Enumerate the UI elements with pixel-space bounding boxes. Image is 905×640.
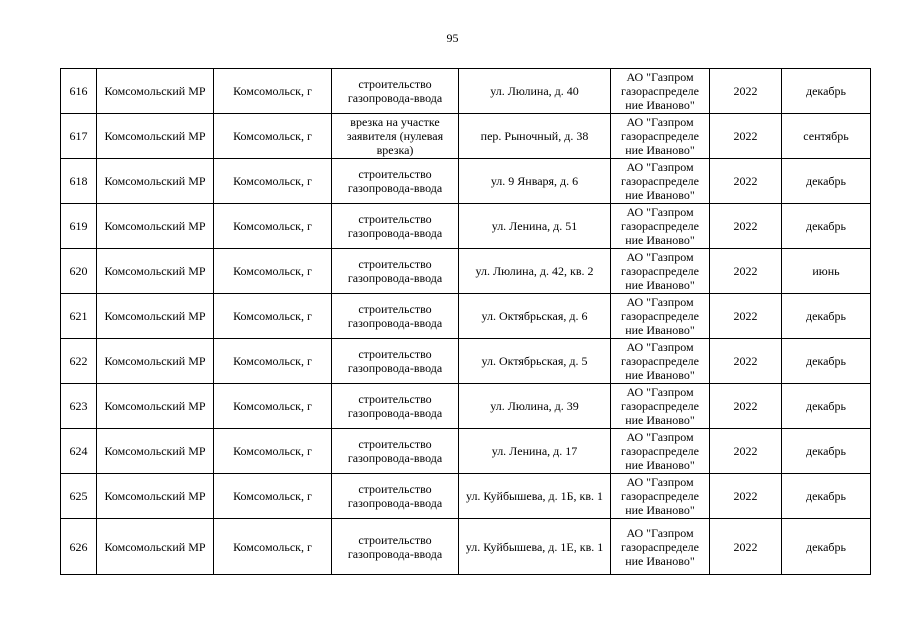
work-type-cell: строительство газопровода-ввода [332, 474, 459, 519]
organization-cell: АО "Газпром газораспределе ние Иваново" [611, 429, 710, 474]
address-cell: пер. Рыночный, д. 38 [459, 114, 611, 159]
year-cell: 2022 [710, 474, 782, 519]
district-cell: Комсомольский МР [97, 384, 214, 429]
year-cell: 2022 [710, 384, 782, 429]
table-body [61, 69, 871, 575]
year-cell: 2022 [710, 204, 782, 249]
city-cell: Комсомольск, г [214, 294, 332, 339]
row-number-cell: 617 [61, 114, 97, 159]
table-row [61, 474, 871, 519]
table-row [61, 339, 871, 384]
address-cell: ул. Люлина, д. 39 [459, 384, 611, 429]
organization-cell: АО "Газпром газораспределе ние Иваново" [611, 204, 710, 249]
table-row [61, 69, 871, 114]
year-cell: 2022 [710, 114, 782, 159]
row-number-cell: 620 [61, 249, 97, 294]
address-cell: ул. Люлина, д. 42, кв. 2 [459, 249, 611, 294]
row-number-cell: 626 [61, 519, 97, 575]
work-type-cell: строительство газопровода-ввода [332, 429, 459, 474]
organization-cell: АО "Газпром газораспределе ние Иваново" [611, 474, 710, 519]
address-cell: ул. Люлина, д. 40 [459, 69, 611, 114]
organization-cell: АО "Газпром газораспределе ние Иваново" [611, 69, 710, 114]
row-number-cell: 621 [61, 294, 97, 339]
city-cell: Комсомольск, г [214, 69, 332, 114]
city-cell: Комсомольск, г [214, 339, 332, 384]
month-cell: декабрь [782, 384, 871, 429]
row-number-cell: 623 [61, 384, 97, 429]
row-number-cell: 624 [61, 429, 97, 474]
district-cell: Комсомольский МР [97, 339, 214, 384]
city-cell: Комсомольск, г [214, 249, 332, 294]
work-type-cell: строительство газопровода-ввода [332, 294, 459, 339]
row-number-cell: 619 [61, 204, 97, 249]
month-cell: июнь [782, 249, 871, 294]
year-cell: 2022 [710, 69, 782, 114]
district-cell: Комсомольский МР [97, 519, 214, 575]
month-cell: декабрь [782, 204, 871, 249]
page-number: 95 [446, 31, 459, 45]
table-row [61, 204, 871, 249]
district-cell: Комсомольский МР [97, 114, 214, 159]
year-cell: 2022 [710, 159, 782, 204]
table-row [61, 114, 871, 159]
work-type-cell: строительство газопровода-ввода [332, 384, 459, 429]
work-type-cell: врезка на участке заявителя (нулевая врезка) [332, 114, 459, 159]
month-cell: декабрь [782, 339, 871, 384]
city-cell: Комсомольск, г [214, 159, 332, 204]
address-cell: ул. Куйбышева, д. 1Б, кв. 1 [459, 474, 611, 519]
data-table [60, 68, 871, 575]
district-cell: Комсомольский МР [97, 204, 214, 249]
table-row [61, 519, 871, 575]
district-cell: Комсомольский МР [97, 474, 214, 519]
address-cell: ул. Ленина, д. 17 [459, 429, 611, 474]
city-cell: Комсомольск, г [214, 204, 332, 249]
work-type-cell: строительство газопровода-ввода [332, 69, 459, 114]
table-row [61, 249, 871, 294]
year-cell: 2022 [710, 294, 782, 339]
address-cell: ул. Ленина, д. 51 [459, 204, 611, 249]
district-cell: Комсомольский МР [97, 69, 214, 114]
city-cell: Комсомольск, г [214, 474, 332, 519]
organization-cell: АО "Газпром газораспределе ние Иваново" [611, 519, 710, 575]
organization-cell: АО "Газпром газораспределе ние Иваново" [611, 114, 710, 159]
month-cell: декабрь [782, 159, 871, 204]
table-row [61, 159, 871, 204]
work-type-cell: строительство газопровода-ввода [332, 159, 459, 204]
organization-cell: АО "Газпром газораспределе ние Иваново" [611, 339, 710, 384]
month-cell: декабрь [782, 429, 871, 474]
month-cell: декабрь [782, 519, 871, 575]
row-number-cell: 618 [61, 159, 97, 204]
organization-cell: АО "Газпром газораспределе ние Иваново" [611, 159, 710, 204]
month-cell: сентябрь [782, 114, 871, 159]
month-cell: декабрь [782, 474, 871, 519]
row-number-cell: 616 [61, 69, 97, 114]
organization-cell: АО "Газпром газораспределе ние Иваново" [611, 249, 710, 294]
address-cell: ул. Октябрьская, д. 6 [459, 294, 611, 339]
organization-cell: АО "Газпром газораспределе ние Иваново" [611, 294, 710, 339]
year-cell: 2022 [710, 249, 782, 294]
city-cell: Комсомольск, г [214, 114, 332, 159]
city-cell: Комсомольск, г [214, 384, 332, 429]
year-cell: 2022 [710, 339, 782, 384]
year-cell: 2022 [710, 429, 782, 474]
table-row [61, 429, 871, 474]
table-row [61, 384, 871, 429]
address-cell: ул. 9 Января, д. 6 [459, 159, 611, 204]
work-type-cell: строительство газопровода-ввода [332, 339, 459, 384]
organization-cell: АО "Газпром газораспределе ние Иваново" [611, 384, 710, 429]
district-cell: Комсомольский МР [97, 294, 214, 339]
address-cell: ул. Куйбышева, д. 1Е, кв. 1 [459, 519, 611, 575]
month-cell: декабрь [782, 69, 871, 114]
district-cell: Комсомольский МР [97, 249, 214, 294]
month-cell: декабрь [782, 294, 871, 339]
table-row [61, 294, 871, 339]
city-cell: Комсомольск, г [214, 519, 332, 575]
row-number-cell: 625 [61, 474, 97, 519]
work-type-cell: строительство газопровода-ввода [332, 204, 459, 249]
year-cell: 2022 [710, 519, 782, 575]
work-type-cell: строительство газопровода-ввода [332, 519, 459, 575]
district-cell: Комсомольский МР [97, 429, 214, 474]
work-type-cell: строительство газопровода-ввода [332, 249, 459, 294]
row-number-cell: 622 [61, 339, 97, 384]
address-cell: ул. Октябрьская, д. 5 [459, 339, 611, 384]
district-cell: Комсомольский МР [97, 159, 214, 204]
city-cell: Комсомольск, г [214, 429, 332, 474]
